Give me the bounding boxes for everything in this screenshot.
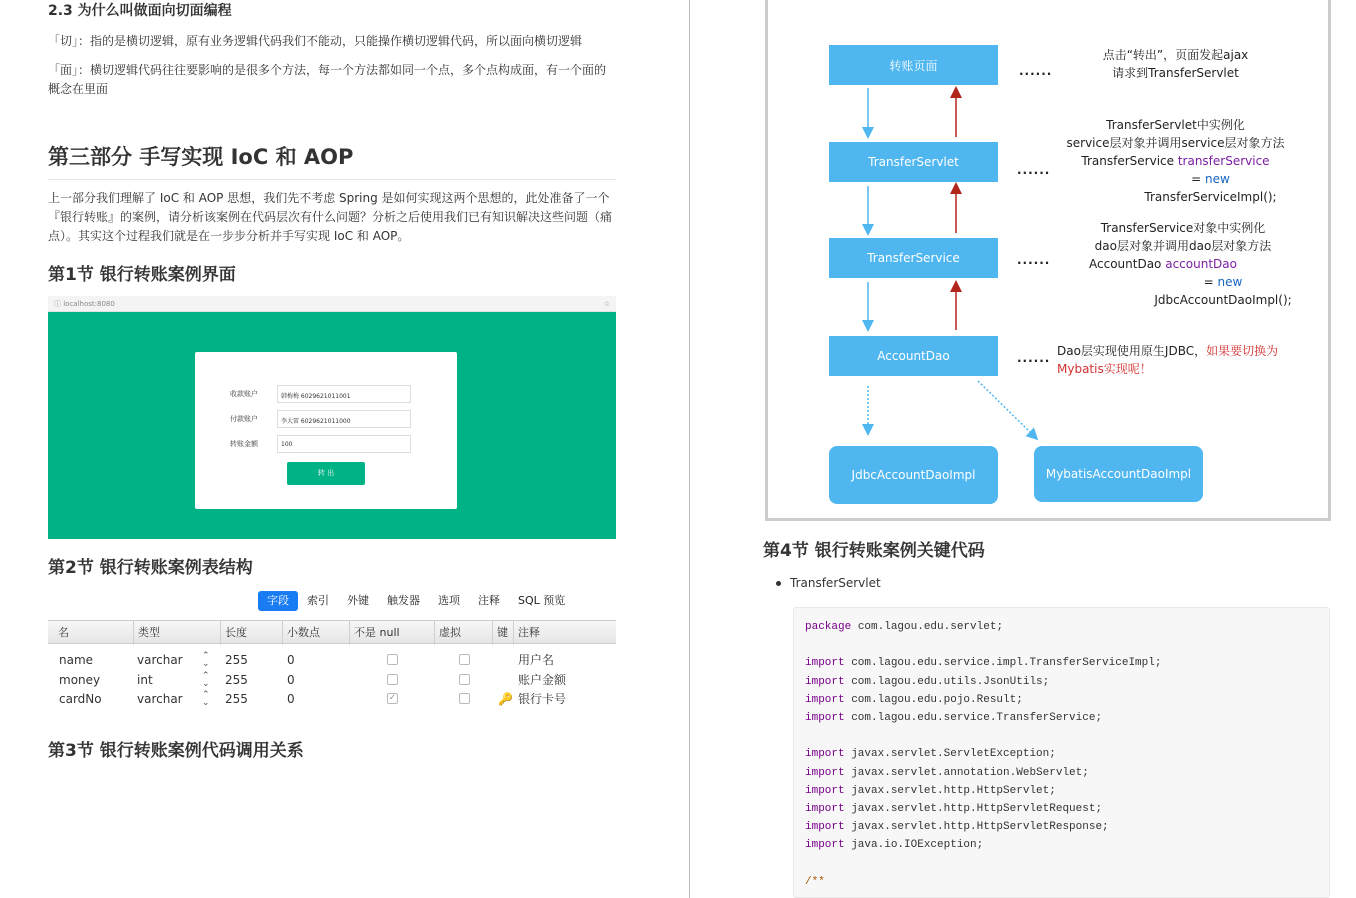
code-keyword: import <box>805 821 845 834</box>
code-keyword: import <box>805 711 845 724</box>
arrow-mybatis <box>978 381 1034 436</box>
type-stepper-icon[interactable]: ⌃ ⌄ <box>202 670 210 689</box>
star-icon: ☆ <box>603 299 610 308</box>
form-row-payer <box>195 410 457 428</box>
transfer-button[interactable]: 转 出 <box>287 462 365 485</box>
section-2-heading: 第2节 银行转账案例表结构 <box>48 558 253 578</box>
code-line <box>805 709 1318 727</box>
box-mybatis-impl: MybatisAccountDaoImpl <box>1034 446 1203 502</box>
code-line <box>805 836 1318 854</box>
code-text: com.lagou.edu.utils.JsonUtils; <box>844 675 1050 688</box>
code-line <box>805 873 1318 891</box>
table-header <box>48 620 616 644</box>
field-length: 255 <box>225 672 248 687</box>
table-row[interactable] <box>48 650 616 670</box>
code-keyword: package <box>805 621 852 633</box>
code-line <box>805 727 1318 745</box>
field-name: money <box>59 672 101 687</box>
code-keyword: import <box>805 675 845 688</box>
code-keyword: import <box>805 784 845 797</box>
payer-label: 付款账户 <box>230 415 258 423</box>
type-stepper-icon[interactable]: ⌃ ⌄ <box>202 651 210 669</box>
browser-url: ⓘ localhost:8080 <box>54 299 115 308</box>
not-null-checkbox[interactable] <box>387 654 398 665</box>
col-virtual: 虚拟 <box>434 621 461 645</box>
code-keyword: import <box>805 802 845 815</box>
transfer-form <box>195 352 457 509</box>
col-name: 名 <box>58 626 69 639</box>
field-type: int <box>137 672 153 687</box>
col-length: 长度 <box>220 621 247 645</box>
key-icon: 🔑 <box>498 692 513 706</box>
code-text: javax.servlet.ServletException; <box>844 748 1056 761</box>
paragraph-qie: 「切」：指的是横切逻辑，原有业务逻辑代码我们不能动，只能操作横切逻辑代码，所以面向横切逻辑 <box>48 34 583 48</box>
code-line <box>805 818 1318 836</box>
box-jdbc-impl: JdbcAccountDaoImpl <box>829 446 998 504</box>
field-comment: 账户金额 <box>518 672 567 687</box>
tab-triggers[interactable]: 触发器 <box>387 594 420 607</box>
col-type: 类型 <box>133 621 160 645</box>
amount-label: 转账金额 <box>230 440 258 448</box>
not-null-checkbox[interactable] <box>387 674 398 685</box>
dots-3: ...... <box>1017 253 1051 267</box>
table-tabs <box>258 591 574 611</box>
col-not-null: 不是 null <box>349 621 400 645</box>
code-text: java.io.IOException; <box>844 839 984 852</box>
type-stepper-icon[interactable]: ⌃ ⌄ <box>202 690 210 708</box>
table-body <box>48 644 616 709</box>
code-text: javax.servlet.http.HttpServlet; <box>844 784 1056 797</box>
col-key: 键 <box>492 621 508 645</box>
paragraph-intro: 上一部分我们理解了 IoC 和 AOP 思想，我们先不考虑 Spring 是如何实现这两个思想的，此处准备了一个『银行转账』的案例，请分析该案例在代码层次有什么问题？分析之后使用我们已有知识解决这些问题（痛点）。其实这个过程我们就是在一步步分析并手写实现 IoC 和 AOP。 <box>48 191 613 243</box>
table-row[interactable] <box>48 670 616 690</box>
payee-input[interactable]: 韩梅梅 6029621011001 <box>277 385 411 403</box>
col-comment: 注释 <box>513 621 540 645</box>
payer-input[interactable]: 李大雷 6029621011000 <box>277 410 411 428</box>
box-transfer-service: TransferService <box>829 238 998 278</box>
note-service: TransferService对象中实例化 dao层对象并调用dao层对象方法 AccountDao accountDao = new JdbcAccountDaoImpl(); <box>1089 221 1292 307</box>
not-null-checkbox[interactable]: ✓ <box>388 693 397 703</box>
code-line <box>805 618 1318 636</box>
tab-options[interactable]: 选项 <box>438 594 460 607</box>
virtual-checkbox[interactable] <box>459 674 470 685</box>
amount-input[interactable]: 100 <box>277 435 411 453</box>
bullet-transfer-servlet: TransferServlet <box>776 576 881 590</box>
paragraph-mian: 「面」：横切逻辑代码往往要影响的是很多个方法，每一个方法都如同一个点，多个点构成面，有一个面的概念在里面 <box>48 63 607 96</box>
payee-label: 收款账户 <box>230 390 258 398</box>
tab-indexes[interactable]: 索引 <box>307 594 329 607</box>
code-keyword: import <box>805 693 845 706</box>
code-text: com.lagou.edu.service.impl.TransferServiceImpl; <box>844 657 1162 670</box>
code-line <box>805 654 1318 672</box>
field-type: varchar <box>137 692 183 706</box>
code-keyword: import <box>805 839 845 852</box>
dots-4: ...... <box>1017 351 1051 365</box>
code-line <box>805 745 1318 763</box>
code-line <box>805 764 1318 782</box>
field-name: name <box>59 653 94 667</box>
form-row-payee <box>195 385 457 403</box>
browser-screenshot <box>48 296 616 539</box>
section-4-heading: 第4节 银行转账案例关键代码 <box>763 541 985 561</box>
code-text: javax.servlet.http.HttpServletRequest; <box>844 802 1103 815</box>
transfer-page <box>48 312 616 539</box>
tab-foreign-keys[interactable]: 外键 <box>347 594 369 607</box>
code-text: com.lagou.edu.pojo.Result; <box>844 693 1023 706</box>
part-three-heading: 第三部分 手写实现 IoC 和 AOP <box>48 141 616 180</box>
code-line <box>805 800 1318 818</box>
field-name: cardNo <box>59 692 102 706</box>
section-3-heading: 第3节 银行转账案例代码调用关系 <box>48 741 304 761</box>
code-keyword: import <box>805 766 845 779</box>
field-length: 255 <box>225 653 248 667</box>
code-text: com.lagou.edu.servlet; <box>851 621 1004 633</box>
box-transfer-servlet: TransferServlet <box>829 142 998 182</box>
dots-2: ...... <box>1017 163 1051 177</box>
box-transfer-page: 转账页面 <box>829 45 998 85</box>
virtual-checkbox[interactable] <box>459 693 470 704</box>
note-servlet: TransferServlet中实例化 service层对象并调用service层对象方法 TransferService transferService = new TransferServiceImpl(); <box>1066 118 1285 204</box>
note-page: 点击“转出”，页面发起ajax 请求到TransferServlet <box>1102 48 1249 80</box>
col-decimal: 小数点 <box>282 621 320 645</box>
tab-fields[interactable]: 字段 <box>258 591 298 611</box>
code-text: javax.servlet.annotation.WebServlet; <box>844 766 1089 779</box>
code-line <box>805 854 1318 872</box>
field-decimal: 0 <box>287 672 295 687</box>
tab-sql-preview[interactable]: SQL 预览 <box>518 594 566 607</box>
field-type: varchar <box>137 653 183 667</box>
code-line <box>805 782 1318 800</box>
table-structure <box>48 620 616 709</box>
code-keyword: import <box>805 748 845 761</box>
code-line <box>805 636 1318 654</box>
code-line <box>805 673 1318 691</box>
field-comment: 银行卡号 <box>518 692 567 706</box>
section-heading-2-3: 2.3 为什么叫做面向切面编程 <box>48 3 232 19</box>
form-row-amount <box>195 435 457 453</box>
call-diagram <box>765 0 1331 521</box>
field-decimal: 0 <box>287 692 295 706</box>
code-line <box>805 691 1318 709</box>
dots-1: ...... <box>1019 64 1053 78</box>
field-comment: 用户名 <box>518 653 555 667</box>
box-account-dao: AccountDao <box>829 336 998 376</box>
browser-address-bar <box>48 296 616 312</box>
code-text: javax.servlet.http.HttpServletResponse; <box>844 821 1109 834</box>
note-dao: Dao层实现使用原生JDBC，如果要切换为 Mybatis实现呢！ <box>1057 344 1279 376</box>
field-length: 255 <box>225 692 248 706</box>
code-keyword: import <box>805 657 845 670</box>
tab-comments[interactable]: 注释 <box>478 594 500 607</box>
field-decimal: 0 <box>287 653 295 667</box>
code-block <box>793 607 1330 898</box>
code-text: /** <box>805 875 825 888</box>
virtual-checkbox[interactable] <box>459 654 470 665</box>
section-1-heading: 第1节 银行转账案例界面 <box>48 265 236 285</box>
table-row[interactable] <box>48 689 616 709</box>
code-text: com.lagou.edu.service.TransferService; <box>844 711 1103 724</box>
